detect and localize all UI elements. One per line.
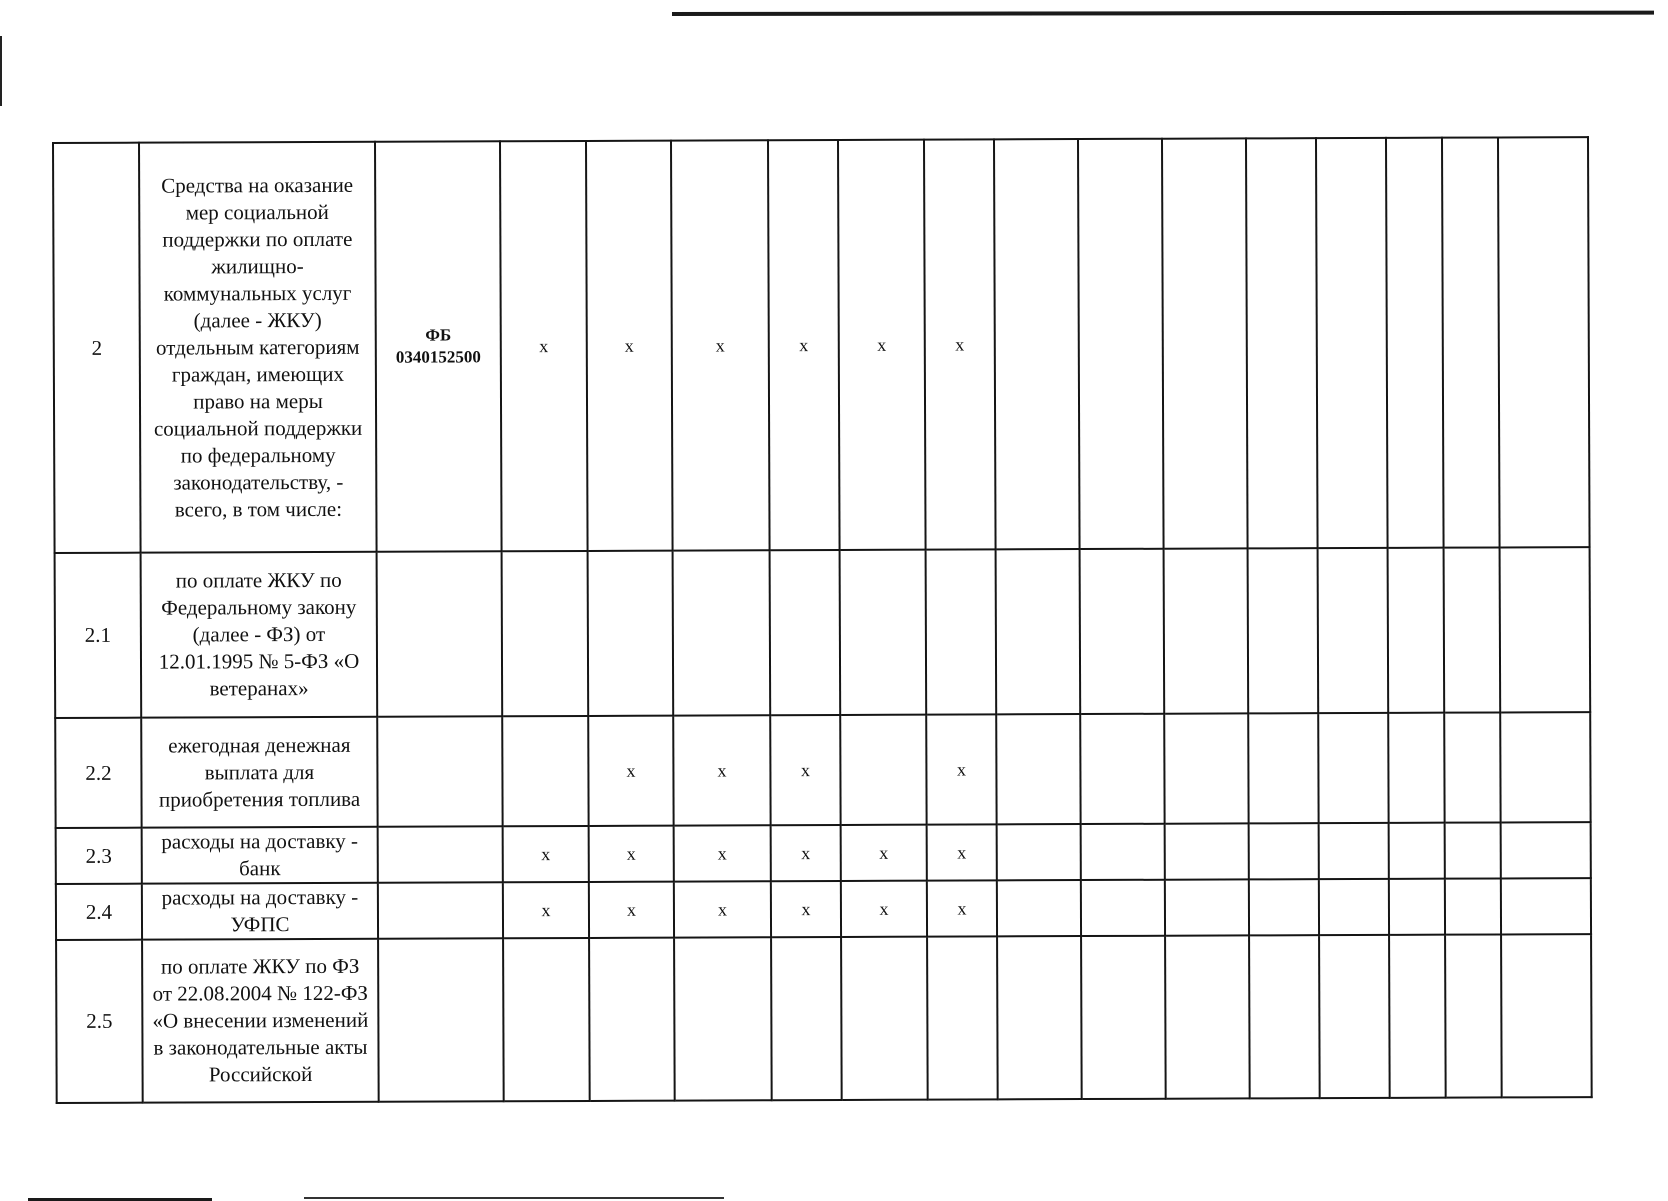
funding-source: ФБ [381, 324, 496, 346]
scan-top-rule [672, 11, 1654, 16]
value-cell [1165, 935, 1250, 1098]
value-cell [1319, 879, 1389, 935]
value-cell [1318, 548, 1389, 713]
row-description: ежегодная денежная выплата для приобретения топлива [141, 717, 377, 828]
row-description: по оплате ЖКУ по ФЗ от 22.08.2004 № 122-ФЗ «О внесении изменений в законодательные акты Российской [142, 939, 379, 1103]
value-cell [1162, 138, 1248, 548]
value-cell [841, 937, 928, 1100]
value-cell: x [589, 826, 674, 882]
value-cell: x [589, 882, 674, 938]
value-cell [1389, 823, 1445, 879]
row-number: 2 [53, 143, 141, 553]
funding-code-cell [378, 826, 503, 882]
funding-code-cell [377, 551, 503, 716]
value-cell [1500, 712, 1590, 822]
row-number: 2.4 [56, 884, 142, 940]
row-description: по оплате ЖКУ по Федеральному закону (далее - ФЗ) от 12.01.1995 № 5-ФЗ «О ветеранах» [141, 552, 378, 718]
value-cell [502, 716, 588, 826]
value-cell [1501, 822, 1591, 878]
budget-classification-code: 0340152500 [381, 346, 496, 368]
funding-code-cell [378, 882, 503, 938]
value-cell [996, 549, 1081, 714]
value-cell [1164, 713, 1248, 823]
value-cell [1080, 714, 1164, 824]
row-description: Средства на оказание мер социальной поддержки по оплате жилищно-коммунальных услуг (далее - ЖКУ) отдельным категориям граждан, имеющих право на меры социальной поддержки по федеральному законодательству, - всего, в том числе: [139, 142, 377, 553]
row-number: 2.3 [56, 828, 142, 884]
value-cell [840, 715, 926, 825]
value-cell [997, 824, 1081, 880]
value-cell: x [500, 141, 588, 551]
value-cell: x [841, 825, 927, 881]
table-row [56, 934, 1592, 1103]
value-cell [1078, 139, 1164, 549]
value-cell: x [673, 715, 770, 825]
funding-code-cell [377, 716, 502, 826]
value-cell: x [588, 716, 673, 826]
value-cell [1389, 879, 1445, 935]
value-cell [1164, 548, 1249, 713]
value-cell: x [771, 881, 841, 937]
value-cell: x [926, 714, 996, 824]
value-cell [1249, 935, 1320, 1098]
value-cell [588, 551, 674, 716]
value-cell: x [841, 881, 927, 937]
value-cell: x [771, 825, 841, 881]
value-cell: x [924, 139, 996, 549]
value-cell [1386, 138, 1444, 548]
value-cell [1316, 138, 1388, 548]
value-cell [503, 938, 590, 1101]
value-cell: x [770, 715, 840, 825]
funding-code-cell [375, 141, 502, 551]
table-row [55, 712, 1590, 828]
value-cell [926, 549, 997, 714]
funding-code-cell [378, 938, 504, 1101]
value-cell [994, 139, 1080, 549]
value-cell [673, 550, 771, 715]
value-cell [1501, 934, 1592, 1097]
row-description: расходы на доставку - банк [142, 827, 378, 884]
value-cell [770, 550, 841, 715]
row-description: расходы на доставку - УФПС [142, 883, 378, 940]
table-row [56, 822, 1591, 884]
social-support-table [52, 136, 1593, 1104]
value-cell: x [503, 826, 589, 882]
value-cell [997, 880, 1081, 936]
row-number: 2.1 [55, 553, 142, 718]
value-cell: x [768, 140, 840, 550]
value-cell [927, 936, 998, 1099]
value-cell [502, 551, 589, 716]
value-cell [1081, 936, 1166, 1099]
value-cell [1319, 935, 1390, 1098]
value-cell [997, 936, 1082, 1099]
value-cell: x [674, 881, 771, 937]
value-cell: x [838, 140, 926, 550]
value-cell [1249, 823, 1319, 879]
value-cell [1500, 547, 1591, 712]
value-cell [1081, 880, 1165, 936]
scan-left-mark [0, 36, 2, 106]
value-cell: x [674, 825, 771, 881]
value-cell: x [927, 824, 997, 880]
value-cell [1388, 713, 1444, 823]
table-row [53, 137, 1590, 553]
value-cell [1442, 137, 1500, 547]
value-cell [771, 937, 842, 1100]
table-row [56, 878, 1591, 940]
value-cell [1081, 824, 1165, 880]
value-cell [1389, 935, 1446, 1098]
value-cell [1319, 823, 1389, 879]
value-cell [1388, 548, 1445, 713]
value-cell [1445, 822, 1501, 878]
value-cell [1248, 548, 1319, 713]
row-number: 2.2 [55, 718, 141, 828]
value-cell [996, 714, 1080, 824]
table-row [55, 547, 1591, 718]
value-cell [1165, 879, 1249, 935]
value-cell [1444, 547, 1501, 712]
value-cell: x [671, 140, 770, 550]
value-cell [1318, 713, 1388, 823]
value-cell [1444, 712, 1500, 822]
row-number: 2.5 [56, 940, 143, 1103]
value-cell: x [503, 882, 589, 938]
value-cell [589, 938, 675, 1101]
value-cell [1501, 878, 1591, 934]
value-cell: x [927, 880, 997, 936]
value-cell [1080, 549, 1165, 714]
value-cell [1165, 823, 1249, 879]
table-body [53, 137, 1592, 1103]
value-cell [1445, 934, 1502, 1097]
value-cell [674, 937, 772, 1100]
value-cell [840, 550, 927, 715]
value-cell [1249, 879, 1319, 935]
value-cell [1246, 138, 1318, 548]
value-cell [1445, 878, 1501, 934]
signature-line-right [304, 1197, 724, 1199]
value-cell [1498, 137, 1590, 547]
value-cell [1248, 713, 1318, 823]
value-cell: x [586, 141, 673, 551]
